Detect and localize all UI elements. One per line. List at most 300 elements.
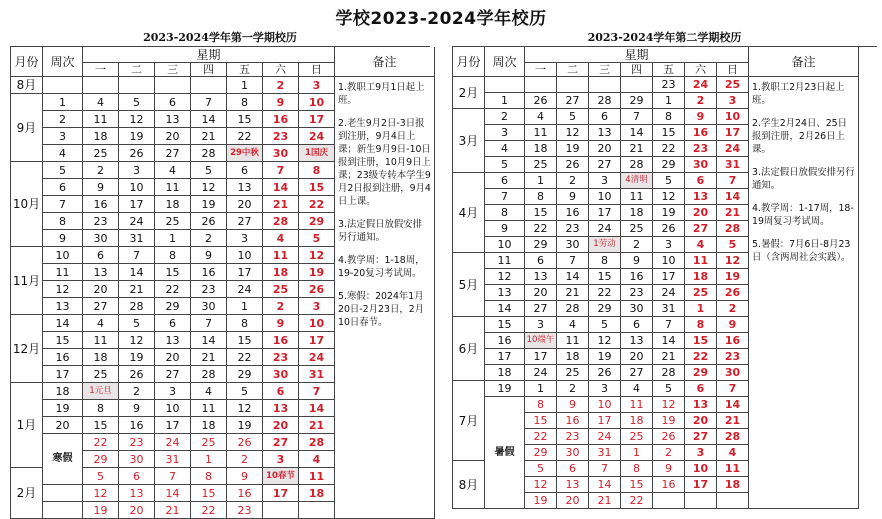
day-cell: 17 <box>685 477 717 493</box>
day-cell: 10 <box>589 189 621 205</box>
day-cell: 16 <box>557 413 589 429</box>
day-cell: 7 <box>191 94 227 111</box>
day-cell: 23 <box>685 141 717 157</box>
day-cell: 18 <box>621 413 653 429</box>
day-cell: 5 <box>299 230 335 247</box>
day-cell: 23 <box>227 502 263 519</box>
day-cell: 25 <box>525 157 557 173</box>
day-cell: 12 <box>653 189 685 205</box>
week-number: 8 <box>485 205 525 221</box>
day-cell: 3 <box>589 381 621 397</box>
day-cell: 23 <box>263 349 299 366</box>
day-cell: 27 <box>263 434 299 451</box>
week-number: 20 <box>43 417 83 434</box>
day-cell: 21 <box>717 413 749 429</box>
day-cell: 2 <box>621 237 653 253</box>
day-cell: 21 <box>191 128 227 145</box>
day-cell: 12 <box>119 332 155 349</box>
day-cell: 16 <box>119 417 155 434</box>
day-cell: 2 <box>263 77 299 94</box>
day-cell: 25 <box>685 285 717 301</box>
day-cell: 29 <box>685 365 717 381</box>
day-cell: 26 <box>525 93 557 109</box>
day-cell <box>557 77 589 93</box>
day-cell: 9 <box>263 94 299 111</box>
day-cell: 24 <box>299 349 335 366</box>
day-cell: 7 <box>191 315 227 332</box>
day-cell <box>263 502 299 519</box>
day-cell: 14 <box>119 264 155 281</box>
day-cell: 3 <box>227 230 263 247</box>
day-cell: 31 <box>589 445 621 461</box>
day-cell: 8 <box>191 468 227 485</box>
day-cell: 15 <box>83 417 119 434</box>
day-cell: 17 <box>155 417 191 434</box>
day-cell: 27 <box>685 221 717 237</box>
day-cell: 28 <box>299 434 335 451</box>
day-cell: 14 <box>191 111 227 128</box>
day-cell: 19 <box>557 141 589 157</box>
day-cell: 13 <box>621 333 653 349</box>
day-cell: 16 <box>227 485 263 502</box>
month-label: 8月 <box>11 77 43 94</box>
day-cell: 22 <box>621 493 653 509</box>
day-cell: 10 <box>299 315 335 332</box>
month-header: 月份 <box>11 47 43 77</box>
week-number: 1 <box>43 94 83 111</box>
day-cell: 29 <box>525 237 557 253</box>
day-cell: 3 <box>685 445 717 461</box>
note-item: 4.教学周：1-18周，19-20复习考试周。 <box>338 255 425 279</box>
day-cell: 21 <box>621 141 653 157</box>
weekday-header: 日 <box>299 63 335 77</box>
day-cell: 5 <box>83 468 119 485</box>
week-number: 6 <box>485 173 525 189</box>
day-cell: 14 <box>653 333 685 349</box>
day-cell: 9 <box>227 468 263 485</box>
day-cell: 8 <box>299 162 335 179</box>
day-cell: 30 <box>191 298 227 315</box>
day-cell: 8 <box>525 189 557 205</box>
week-header: 周次 <box>485 47 525 77</box>
day-cell: 27 <box>589 157 621 173</box>
day-cell: 18 <box>621 205 653 221</box>
day-cell: 28 <box>621 157 653 173</box>
day-cell: 27 <box>155 366 191 383</box>
day-cell: 4 <box>263 230 299 247</box>
day-cell: 8 <box>83 400 119 417</box>
day-cell <box>119 77 155 94</box>
week-number: 10 <box>485 237 525 253</box>
day-cell: 16 <box>83 196 119 213</box>
day-cell: 16 <box>263 332 299 349</box>
day-cell: 27 <box>685 429 717 445</box>
day-cell: 25 <box>557 365 589 381</box>
day-cell: 20 <box>685 205 717 221</box>
day-cell: 24 <box>685 77 717 93</box>
week-number: 15 <box>485 317 525 333</box>
month-label: 1月 <box>11 383 43 468</box>
day-cell: 27 <box>227 213 263 230</box>
day-cell: 12 <box>227 400 263 417</box>
month-label: 2月 <box>453 77 485 109</box>
day-cell: 20 <box>227 196 263 213</box>
day-cell: 6 <box>83 247 119 264</box>
day-cell: 6 <box>557 461 589 477</box>
month-label: 12月 <box>11 315 43 383</box>
day-cell: 11 <box>621 397 653 413</box>
day-cell: 6 <box>227 162 263 179</box>
day-cell: 18 <box>83 128 119 145</box>
day-cell: 2 <box>557 381 589 397</box>
day-cell: 12 <box>525 477 557 493</box>
day-cell: 22 <box>191 502 227 519</box>
month-label: 10月 <box>11 162 43 247</box>
day-cell: 1 <box>685 301 717 317</box>
day-cell: 11 <box>191 400 227 417</box>
day-cell: 21 <box>589 493 621 509</box>
day-cell: 3 <box>589 173 621 189</box>
day-cell: 17 <box>653 269 685 285</box>
day-cell <box>83 77 119 94</box>
day-cell: 29中秋 <box>227 145 263 162</box>
day-cell: 20 <box>155 349 191 366</box>
week-number: 9 <box>485 221 525 237</box>
day-cell: 31 <box>299 366 335 383</box>
day-cell: 27 <box>525 301 557 317</box>
day-cell: 30 <box>263 145 299 162</box>
day-cell: 12 <box>653 397 685 413</box>
day-cell: 1 <box>191 451 227 468</box>
day-cell: 16 <box>717 333 749 349</box>
month-label: 11月 <box>11 247 43 315</box>
day-cell: 15 <box>191 485 227 502</box>
day-cell: 24 <box>299 128 335 145</box>
day-cell: 2 <box>191 230 227 247</box>
day-cell: 24 <box>525 365 557 381</box>
day-cell: 7 <box>557 253 589 269</box>
day-cell: 22 <box>227 349 263 366</box>
day-cell: 19 <box>717 269 749 285</box>
day-cell: 23 <box>653 77 685 93</box>
day-cell: 21 <box>717 205 749 221</box>
week-number: 12 <box>43 281 83 298</box>
day-cell: 20 <box>119 502 155 519</box>
day-cell: 2 <box>653 445 685 461</box>
day-cell: 1 <box>525 381 557 397</box>
week-number: 13 <box>485 285 525 301</box>
day-cell: 17 <box>227 264 263 281</box>
day-cell: 29 <box>653 157 685 173</box>
day-cell: 23 <box>191 281 227 298</box>
week-number: 16 <box>43 349 83 366</box>
day-cell: 21 <box>299 417 335 434</box>
day-cell: 6 <box>155 94 191 111</box>
day-cell: 14 <box>191 332 227 349</box>
week-number: 15 <box>43 332 83 349</box>
day-cell: 17 <box>525 349 557 365</box>
day-cell: 8 <box>621 461 653 477</box>
day-cell: 28 <box>653 365 685 381</box>
weekday-header: 日 <box>717 63 749 77</box>
day-cell: 6 <box>155 315 191 332</box>
day-cell: 21 <box>119 281 155 298</box>
day-cell: 29 <box>83 451 119 468</box>
day-cell: 26 <box>227 434 263 451</box>
day-cell: 25 <box>83 145 119 162</box>
day-cell: 4 <box>525 109 557 125</box>
day-cell: 23 <box>621 285 653 301</box>
day-cell: 13 <box>263 400 299 417</box>
day-cell: 18 <box>685 269 717 285</box>
note-item: 4.教学周：1-17周，18-19周复习考试周。 <box>752 203 854 227</box>
day-cell: 11 <box>525 125 557 141</box>
day-cell: 13 <box>557 477 589 493</box>
day-cell: 19 <box>653 413 685 429</box>
month-label: 4月 <box>453 173 485 253</box>
month-label: 6月 <box>453 317 485 381</box>
weekday-header: 四 <box>621 63 653 77</box>
day-cell: 22 <box>685 349 717 365</box>
day-cell: 3 <box>119 162 155 179</box>
day-cell: 24 <box>155 434 191 451</box>
day-cell: 25 <box>621 429 653 445</box>
day-cell <box>525 77 557 93</box>
day-cell: 8 <box>227 315 263 332</box>
day-cell: 12 <box>191 179 227 196</box>
day-cell: 8 <box>155 247 191 264</box>
day-cell: 16 <box>621 269 653 285</box>
day-cell: 1 <box>227 298 263 315</box>
day-cell: 10 <box>589 397 621 413</box>
day-cell: 30 <box>621 301 653 317</box>
week-number: 4 <box>43 145 83 162</box>
note-item: 2.学生2月24日、25日报到注册，2月26日上课。 <box>752 118 848 155</box>
day-cell: 22 <box>155 281 191 298</box>
weekday-header: 一 <box>83 63 119 77</box>
day-cell: 9 <box>83 179 119 196</box>
calendar-grid <box>10 46 430 519</box>
day-cell: 9 <box>119 400 155 417</box>
day-cell: 1 <box>155 230 191 247</box>
week-number: 9 <box>43 230 83 247</box>
day-cell: 11 <box>263 247 299 264</box>
weekday-header: 六 <box>685 63 717 77</box>
day-cell: 18 <box>83 349 119 366</box>
day-cell: 11 <box>299 468 335 485</box>
day-cell: 26 <box>299 281 335 298</box>
day-cell: 20 <box>263 417 299 434</box>
month-header: 月份 <box>453 47 485 77</box>
day-cell: 24 <box>653 285 685 301</box>
day-cell: 14 <box>263 179 299 196</box>
day-cell: 9 <box>653 461 685 477</box>
day-cell: 25 <box>83 366 119 383</box>
day-cell <box>589 77 621 93</box>
day-cell: 10 <box>155 400 191 417</box>
day-cell: 8 <box>653 109 685 125</box>
day-cell: 27 <box>83 298 119 315</box>
day-cell: 22 <box>653 141 685 157</box>
day-cell: 3 <box>299 77 335 94</box>
day-cell: 4 <box>717 445 749 461</box>
day-cell: 18 <box>717 477 749 493</box>
day-cell: 19 <box>191 196 227 213</box>
week-number: 6 <box>43 179 83 196</box>
day-cell: 2 <box>263 298 299 315</box>
day-cell: 6 <box>685 173 717 189</box>
day-cell: 5 <box>227 383 263 400</box>
day-cell: 26 <box>119 366 155 383</box>
note-item: 3.法定假日放假安排另行通知。 <box>752 167 855 191</box>
day-cell: 12 <box>299 247 335 264</box>
day-cell: 15 <box>653 125 685 141</box>
day-cell: 25 <box>155 213 191 230</box>
week-number: 17 <box>43 366 83 383</box>
weekday-header: 三 <box>589 63 621 77</box>
day-cell: 13 <box>83 264 119 281</box>
weekday-header: 一 <box>525 63 557 77</box>
week-number: 7 <box>43 196 83 213</box>
day-cell: 2 <box>557 173 589 189</box>
day-cell: 30 <box>119 451 155 468</box>
day-cell: 10春节 <box>263 468 299 485</box>
month-label: 3月 <box>453 109 485 173</box>
day-cell: 30 <box>557 237 589 253</box>
day-cell: 4 <box>191 383 227 400</box>
weekday-header: 六 <box>263 63 299 77</box>
day-cell: 13 <box>525 269 557 285</box>
day-cell: 23 <box>557 221 589 237</box>
day-cell <box>621 77 653 93</box>
day-cell: 10 <box>119 179 155 196</box>
day-cell: 9 <box>621 253 653 269</box>
day-cell: 31 <box>119 230 155 247</box>
day-cell: 27 <box>621 365 653 381</box>
day-cell: 21 <box>263 196 299 213</box>
day-cell: 22 <box>227 128 263 145</box>
day-cell: 31 <box>155 451 191 468</box>
week-number <box>43 502 83 519</box>
note-item: 5.寒假：2024年1月20日-2月23日，2月10日春节。 <box>338 291 425 328</box>
first-semester-calendar <box>10 30 430 519</box>
vacation-label: 暑假 <box>485 397 525 509</box>
day-cell: 30 <box>263 366 299 383</box>
day-cell: 1元旦 <box>83 383 119 400</box>
day-cell: 5 <box>525 461 557 477</box>
day-cell: 5 <box>191 162 227 179</box>
day-cell: 7 <box>717 173 749 189</box>
day-cell: 12 <box>557 125 589 141</box>
day-cell: 20 <box>155 128 191 145</box>
weekday-header: 二 <box>119 63 155 77</box>
day-cell: 6 <box>263 383 299 400</box>
day-cell: 14 <box>589 477 621 493</box>
week-number: 10 <box>43 247 83 264</box>
day-cell: 19 <box>525 493 557 509</box>
day-cell: 28 <box>119 298 155 315</box>
day-cell: 8 <box>685 317 717 333</box>
day-cell: 5 <box>717 237 749 253</box>
day-cell: 22 <box>83 434 119 451</box>
day-cell: 4 <box>685 237 717 253</box>
notes-header: 备注 <box>749 47 859 77</box>
day-cell: 11 <box>83 111 119 128</box>
week-number: 2 <box>485 109 525 125</box>
day-cell: 27 <box>155 145 191 162</box>
day-cell: 20 <box>589 141 621 157</box>
day-cell: 28 <box>263 213 299 230</box>
day-cell: 24 <box>589 429 621 445</box>
note-item: 3.法定假日放假安排另行通知。 <box>338 219 422 243</box>
day-cell: 25 <box>621 221 653 237</box>
day-cell: 11 <box>155 179 191 196</box>
day-cell <box>717 493 749 509</box>
day-cell: 26 <box>653 429 685 445</box>
day-cell: 17 <box>589 413 621 429</box>
week-number: 19 <box>43 400 83 417</box>
day-cell: 17 <box>299 111 335 128</box>
day-cell: 18 <box>299 485 335 502</box>
week-number <box>485 77 525 93</box>
day-cell: 17 <box>119 196 155 213</box>
day-cell: 17 <box>263 485 299 502</box>
day-cell: 3 <box>525 317 557 333</box>
day-cell: 1国庆 <box>299 145 335 162</box>
day-cell: 19 <box>653 205 685 221</box>
month-label: 8月 <box>453 461 485 509</box>
day-cell: 15 <box>525 205 557 221</box>
notes-header: 备注 <box>335 47 435 77</box>
notes-column <box>335 77 435 519</box>
day-cell: 7 <box>263 162 299 179</box>
day-cell: 10 <box>685 461 717 477</box>
day-cell: 21 <box>155 502 191 519</box>
day-cell: 29 <box>589 301 621 317</box>
week-number: 7 <box>485 189 525 205</box>
day-cell: 10 <box>653 253 685 269</box>
day-cell: 7 <box>299 383 335 400</box>
day-cell: 21 <box>191 349 227 366</box>
day-cell: 13 <box>119 485 155 502</box>
day-cell: 1 <box>525 173 557 189</box>
note-item: 1.教职工9月1日起上班。 <box>338 82 425 106</box>
day-cell: 14 <box>717 189 749 205</box>
day-cell: 4 <box>83 94 119 111</box>
day-cell: 19 <box>589 349 621 365</box>
day-cell: 9 <box>557 189 589 205</box>
day-cell: 24 <box>227 281 263 298</box>
notes-column <box>749 77 859 509</box>
week-number: 14 <box>485 301 525 317</box>
day-cell: 19 <box>119 128 155 145</box>
note-item: 1.教职工2月23日起上班。 <box>752 82 845 106</box>
vacation-label: 寒假 <box>43 434 83 485</box>
day-cell: 7 <box>653 317 685 333</box>
week-number: 19 <box>485 381 525 397</box>
day-cell: 31 <box>653 301 685 317</box>
day-cell: 15 <box>155 264 191 281</box>
day-cell: 4 <box>299 451 335 468</box>
week-number: 11 <box>485 253 525 269</box>
day-cell: 8 <box>227 94 263 111</box>
week-number: 12 <box>485 269 525 285</box>
day-cell: 3 <box>653 237 685 253</box>
day-cell: 10 <box>227 247 263 264</box>
day-cell: 13 <box>685 189 717 205</box>
day-cell: 2 <box>685 93 717 109</box>
day-cell: 29 <box>227 366 263 383</box>
